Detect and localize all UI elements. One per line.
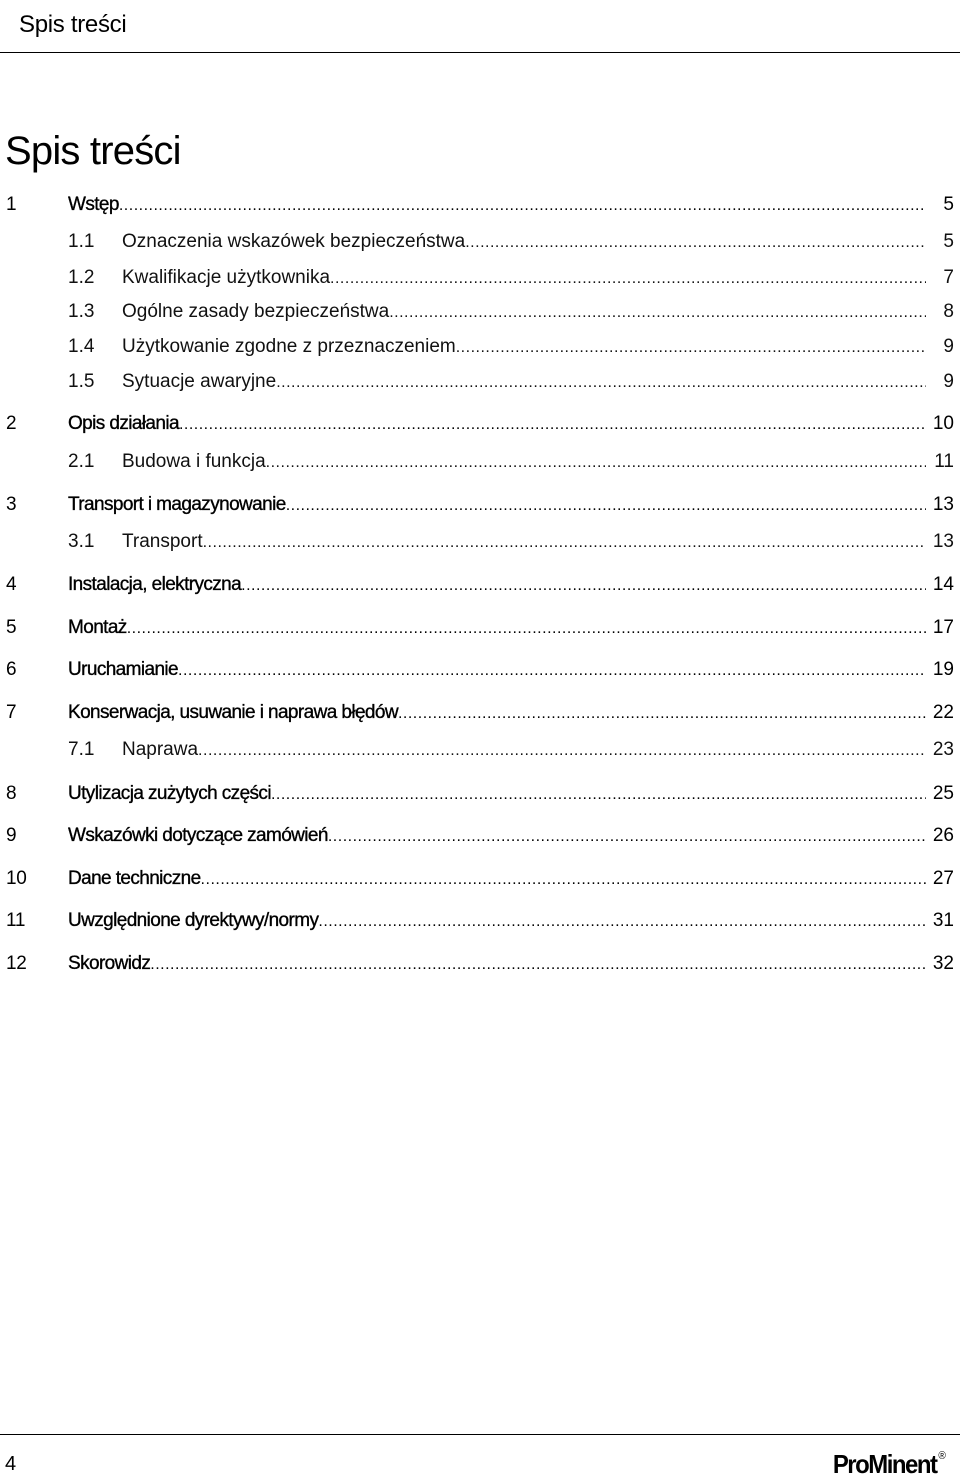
toc-entry-title: Sytuacje awaryjne <box>122 371 277 392</box>
toc-entry-number: 1.1 <box>68 231 95 252</box>
toc-entry-number: 4 <box>6 574 17 595</box>
toc-entry-number: 12 <box>6 953 27 974</box>
dot-leader <box>150 952 926 978</box>
toc-entry-title: Transport i magazynowanie <box>68 494 286 515</box>
toc-chapter-entry[interactable] <box>0 657 960 683</box>
toc-entry-page: 31 <box>932 910 954 931</box>
toc-entry-leader <box>122 449 926 476</box>
toc-entry-leader <box>122 265 926 292</box>
toc-entry-leader <box>122 529 926 556</box>
dot-leader <box>389 300 926 326</box>
toc-entry-leader <box>68 908 926 935</box>
toc-entry-number: 7.1 <box>68 739 95 760</box>
toc-entry-title: Ogólne zasady bezpieczeństwa <box>122 301 390 322</box>
toc-entry-title: Uruchamianie <box>68 659 179 680</box>
toc-entry-number: 3 <box>6 494 17 515</box>
toc-entry-title: Wstęp <box>68 194 119 215</box>
toc-entry-number: 11 <box>6 910 26 931</box>
toc-entry-page: 8 <box>943 301 954 322</box>
toc-entry-leader <box>122 369 926 396</box>
toc-entry-page: 13 <box>932 531 954 552</box>
toc-chapter-entry[interactable] <box>0 615 960 641</box>
toc-entry-title: Skorowidz <box>68 953 151 974</box>
toc-entry-leader <box>68 492 926 519</box>
toc-entry-number: 6 <box>6 659 17 680</box>
toc-section-entry[interactable] <box>0 229 960 255</box>
dot-leader <box>203 530 926 556</box>
dot-leader <box>318 909 926 935</box>
dot-leader <box>456 335 926 361</box>
toc-chapter-entry[interactable] <box>0 908 960 934</box>
toc-entry-title: Naprawa <box>122 739 199 760</box>
toc-entry-page: 25 <box>932 783 954 804</box>
toc-entry-number: 1.2 <box>68 267 95 288</box>
toc-entry-page: 17 <box>932 617 954 638</box>
toc-entry-page: 7 <box>943 267 954 288</box>
toc-section-entry[interactable] <box>0 265 960 291</box>
dot-leader <box>328 824 926 850</box>
toc-entry-number: 5 <box>6 617 17 638</box>
toc-chapter-entry[interactable] <box>0 411 960 437</box>
dot-leader <box>201 867 926 893</box>
dot-leader <box>465 230 926 256</box>
toc-entry-leader <box>122 737 926 764</box>
toc-entry-leader <box>68 823 926 850</box>
toc-entry-title: Oznaczenia wskazówek bezpieczeństwa <box>122 231 466 252</box>
toc-entry-page: 32 <box>932 953 954 974</box>
toc-chapter-entry[interactable] <box>0 572 960 598</box>
toc-chapter-entry[interactable] <box>0 866 960 892</box>
toc-entry-title: Dane techniczne <box>68 868 201 889</box>
toc-entry-title: Kwalifikacje użytkownika <box>122 267 331 288</box>
registered-mark: ® <box>938 1450 946 1462</box>
dot-leader <box>286 493 926 519</box>
toc-entry-leader <box>122 299 926 326</box>
toc-section-entry[interactable] <box>0 449 960 475</box>
dot-leader <box>266 450 926 476</box>
toc-entry-leader <box>68 411 926 438</box>
page-title: Spis treści <box>5 129 181 173</box>
toc-entry-page: 10 <box>932 413 954 434</box>
toc-entry-leader <box>68 781 926 808</box>
footer-page-number: 4 <box>5 1453 17 1475</box>
toc-entry-number: 3.1 <box>68 531 95 552</box>
toc-entry-title: Utylizacja zużytych części <box>68 783 271 804</box>
toc-chapter-entry[interactable] <box>0 781 960 807</box>
toc-section-entry[interactable] <box>0 369 960 395</box>
dot-leader <box>398 701 926 727</box>
toc-entry-leader <box>68 951 926 978</box>
toc-entry-leader <box>122 334 926 361</box>
toc-entry-title: Budowa i funkcja <box>122 451 266 472</box>
running-header <box>0 0 960 53</box>
toc-section-entry[interactable] <box>0 737 960 763</box>
toc-entry-leader <box>122 229 926 256</box>
toc-entry-leader <box>68 866 926 893</box>
dot-leader <box>276 370 926 396</box>
toc-section-entry[interactable] <box>0 334 960 360</box>
toc-entry-leader <box>68 572 926 599</box>
dot-leader <box>198 738 926 764</box>
header-title: Spis treści <box>19 11 127 38</box>
dot-leader <box>179 412 926 438</box>
toc-entry-leader <box>68 192 926 219</box>
toc-entry-title: Instalacja, elektryczna <box>68 574 242 595</box>
toc-section-entry[interactable] <box>0 529 960 555</box>
toc-chapter-entry[interactable] <box>0 700 960 726</box>
dot-leader <box>178 658 926 684</box>
brand-name: ProMinent <box>832 1449 937 1479</box>
toc-entry-page: 26 <box>932 825 954 846</box>
toc-entry-page: 9 <box>943 336 954 357</box>
toc-entry-leader <box>68 700 926 727</box>
toc-entry-page: 5 <box>943 231 954 252</box>
dot-leader <box>330 266 926 292</box>
toc-section-entry[interactable] <box>0 299 960 325</box>
toc-entry-page: 13 <box>932 494 954 515</box>
toc-entry-page: 9 <box>943 371 954 392</box>
toc-entry-title: Wskazówki dotyczące zamówień <box>68 825 328 846</box>
toc-entry-title: Konserwacja, usuwanie i naprawa błędów <box>68 702 398 723</box>
toc-entry-number: 10 <box>6 868 27 889</box>
toc-entry-title: Montaż <box>68 617 127 638</box>
toc-chapter-entry[interactable] <box>0 823 960 849</box>
dot-leader <box>271 782 926 808</box>
toc-entry-title: Użytkowanie zgodne z przeznaczeniem <box>122 336 456 357</box>
toc-entry-number: 9 <box>6 825 17 846</box>
toc-entry-page: 27 <box>932 868 954 889</box>
toc-entry-number: 1.4 <box>68 336 95 357</box>
toc-entry-leader <box>68 615 926 642</box>
toc-entry-page: 22 <box>932 702 954 723</box>
toc-entry-page: 5 <box>943 194 954 215</box>
toc-entry-title: Uwzględnione dyrektywy/normy <box>68 910 319 931</box>
toc-chapter-entry[interactable] <box>0 192 960 218</box>
toc-entry-page: 11 <box>934 451 954 472</box>
toc-entry-number: 2.1 <box>68 451 95 472</box>
dot-leader <box>127 616 926 642</box>
toc-entry-page: 23 <box>932 739 954 760</box>
toc-chapter-entry[interactable] <box>0 951 960 977</box>
toc-entry-title: Transport <box>122 531 203 552</box>
toc-entry-number: 1.5 <box>68 371 95 392</box>
brand-logo <box>833 1449 946 1480</box>
toc-entry-leader <box>68 657 926 684</box>
toc-entry-number: 1.3 <box>68 301 95 322</box>
toc-entry-page: 19 <box>932 659 954 680</box>
toc-chapter-entry[interactable] <box>0 492 960 518</box>
toc-entry-number: 7 <box>6 702 17 723</box>
dot-leader <box>241 573 926 599</box>
toc-entry-number: 2 <box>6 413 17 434</box>
toc-entry-title: Opis działania <box>68 413 179 434</box>
footer-rule <box>0 1434 960 1435</box>
dot-leader <box>119 193 926 219</box>
toc-entry-number: 1 <box>6 194 17 215</box>
toc-entry-page: 14 <box>932 574 954 595</box>
toc-entry-number: 8 <box>6 783 17 804</box>
